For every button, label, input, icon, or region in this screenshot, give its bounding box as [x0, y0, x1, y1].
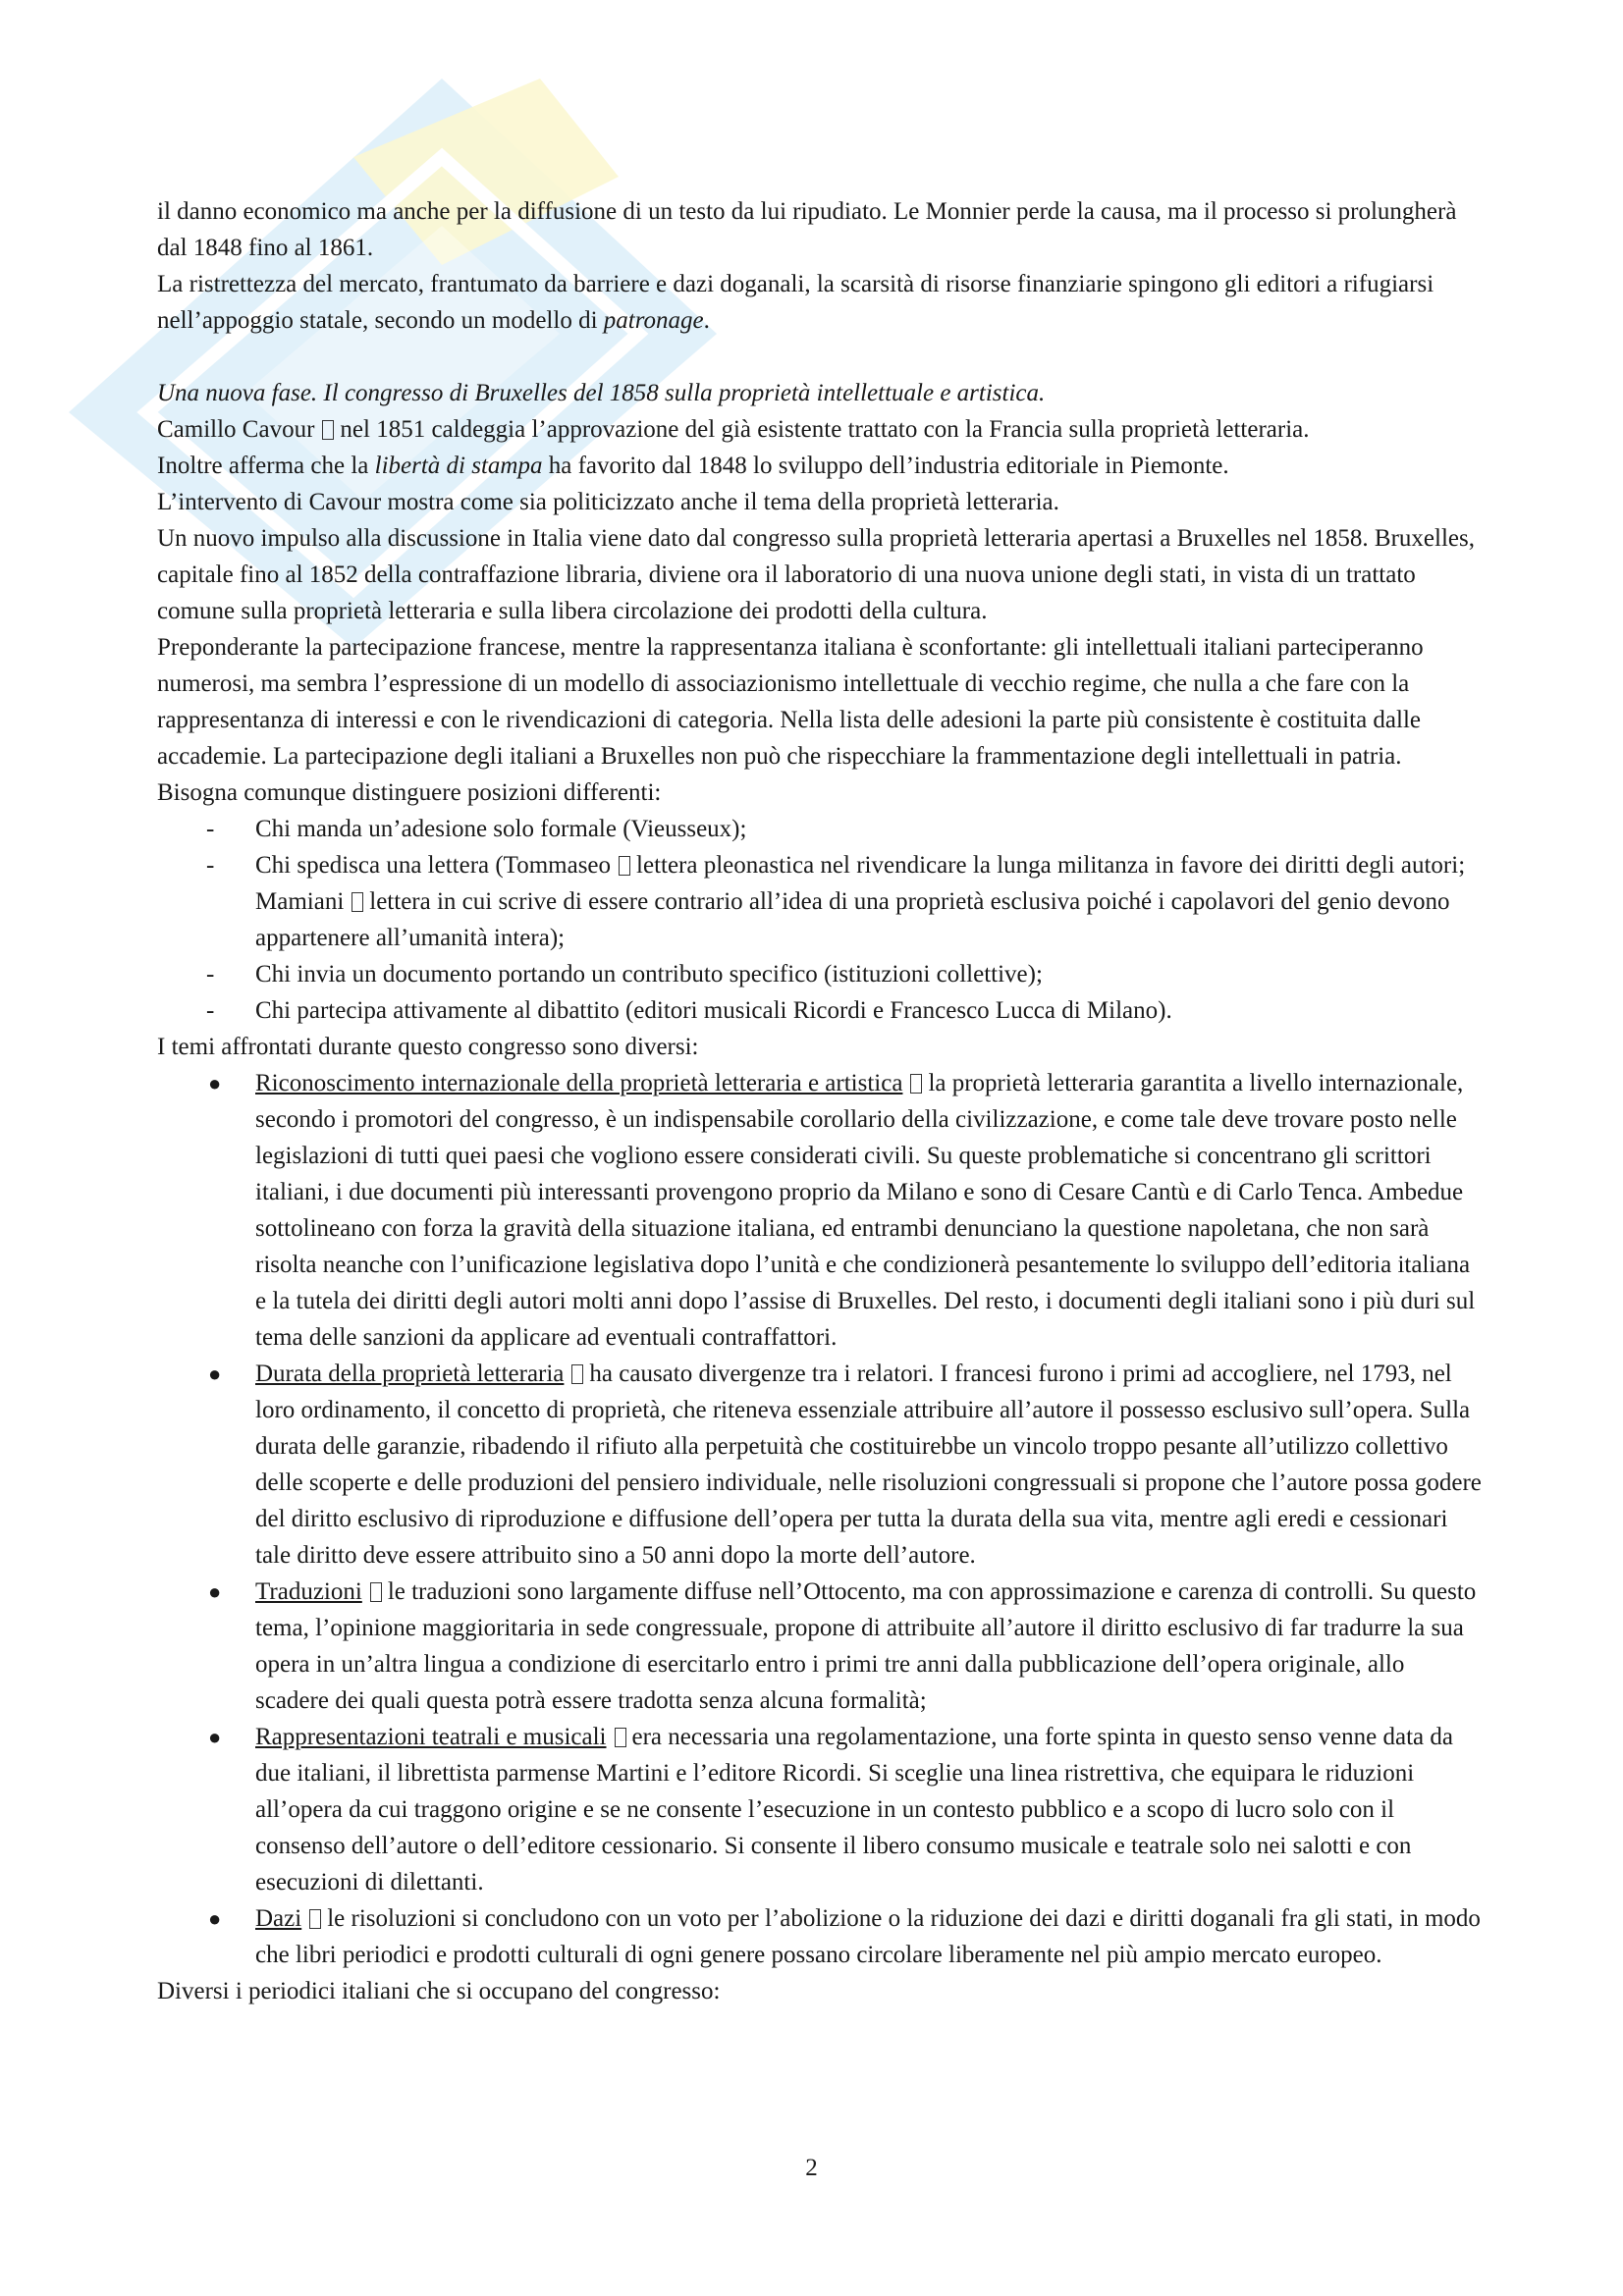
stampa-paragraph	[157, 448, 1483, 484]
topic-item-traduzioni	[157, 1574, 1483, 1719]
topic-title: Riconoscimento internazionale della proprietà letteraria e artistica	[255, 1070, 903, 1096]
section-heading	[157, 375, 1483, 411]
list-item-text: lettera pleonastica nel rivendicare la lunga militanza in favore dei diritti degli autori; Mamiani	[255, 852, 1466, 915]
topic-text: le risoluzioni si concludono con un voto per l’abolizione o la riduzione dei dazi e diritti doganali fra gli stati, in modo che libri periodici e prodotti culturali di ogni genere possano circolare liberamente nel più ampio mercato europeo.	[255, 1905, 1481, 1968]
list-item	[157, 956, 1483, 992]
topic-title: Traduzioni	[255, 1578, 362, 1605]
missing-glyph-box	[322, 420, 334, 440]
stampa-text-end: ha favorito dal 1848 lo sviluppo dell’industria editoriale in Piemonte.	[542, 453, 1229, 479]
partecipazione-paragraph: Preponderante la partecipazione francese, mentre la rappresentanza italiana è sconfortante: gli intellettuali italiani parteciperanno numerosi, ma sembra l’espressione di un modello di associazionismo intellettuale di vecchio regime, che nulla a che fare con la rappresentanza di interessi e con le rivendicazioni di categoria. Nella lista delle adesioni la parte più consistente è costituita dalle accademie. La partecipazione degli italiani a Bruxelles non può che rispecchiare la frammentazione degli intellettuali in patria. Bisogna comunque distinguere posizioni differenti:	[157, 634, 1424, 806]
topic-title: Rappresentazioni teatrali e musicali	[255, 1724, 607, 1750]
bullet-icon: ●	[208, 1906, 222, 1931]
topic-item-durata	[157, 1356, 1483, 1574]
closing-paragraph: Diversi i periodici italiani che si occupano del congresso:	[157, 1978, 721, 2004]
missing-glyph-box	[370, 1582, 382, 1602]
bullet-icon: ●	[208, 1362, 222, 1386]
topics-list	[157, 1065, 1483, 1973]
topic-title: Dazi	[255, 1905, 302, 1932]
missing-glyph-box	[619, 856, 630, 876]
intro-text-end: .	[703, 307, 710, 334]
section-heading-text: Una nuova fase. Il congresso di Bruxelles del 1858 sulla proprietà intellettuale e artistica.	[157, 380, 1046, 406]
missing-glyph-box	[571, 1364, 583, 1384]
intro-paragraph-2	[157, 266, 1483, 339]
cavour-text: nel 1851 caldeggia l’approvazione del già esistente trattato con la Francia sulla proprietà letteraria.	[340, 416, 1310, 443]
intro-paragraph-1: il danno economico ma anche per la diffusione di un testo da lui ripudiato. Le Monnier perde la causa, ma il processo si prolungherà dal 1848 fino al 1861.	[157, 198, 1457, 261]
impulso-paragraph: Un nuovo impulso alla discussione in Italia viene dato dal congresso sulla proprietà letteraria apertasi a Bruxelles nel 1858. Bruxelles, capitale fino al 1852 della contraffazione libraria, diviene ora il laboratorio di una nuova unione degli stati, in vista di un trattato comune sulla proprietà letteraria e sulla libera circolazione dei prodotti della cultura.	[157, 525, 1475, 624]
cavour-paragraph	[157, 411, 1483, 448]
topic-item-rappresentazioni	[157, 1719, 1483, 1900]
intro-text: La ristrettezza del mercato, frantumato da barriere e dazi doganali, la scarsità di risorse finanziarie spingono gli editori a rifugiarsi nell’appoggio statale, secondo un modello di	[157, 271, 1434, 334]
intro-emphasis: patronage	[603, 307, 704, 334]
bullet-icon: ●	[208, 1071, 222, 1095]
list-item-text: lettera in cui scrive di essere contrario all’idea di una proprietà esclusiva poiché i capolavori del genio devono appartenere all’umanità intera);	[255, 888, 1450, 951]
dash-marker: -	[206, 961, 215, 988]
dash-marker: -	[206, 852, 215, 879]
document-body	[157, 193, 1483, 2009]
missing-glyph-box	[352, 892, 363, 912]
topic-item-riconoscimento	[157, 1065, 1483, 1356]
topic-text: ha causato divergenze tra i relatori. I francesi furono i primi ad accogliere, nel 1793, nel loro ordinamento, il concetto di proprietà, che riteneva essenziale attribuire all’autore il possesso esclusivo sull’opera. Sulla durata delle garanzie, ribadendo il rifiuto alla perpetuità che costituirebbe un vincolo troppo pesante all’utilizzo collettivo delle scoperte e delle produzioni del pensiero individuale, nelle risoluzioni congressuali si propone che l’autore possa godere del diritto esclusivo di riproduzione e diffusione dell’opera per tutta la durata della sua vita, mentre agli eredi e cessionari tale diritto deve essere attribuito sino a 50 anni dopo la morte dell’autore.	[255, 1361, 1482, 1569]
dash-marker: -	[206, 997, 215, 1024]
topic-text: era necessaria una regolamentazione, una forte spinta in questo senso venne data da due italiani, il librettista parmense Martini e l’editore Ricordi. Si sceglie una linea ristrettiva, che equipara le riduzioni all’opera da cui traggono origine e se ne consente l’esecuzione in un contesto pubblico e a scopo di lucro solo con il consenso dell’autore o dell’editore cessionario. Si consente il libero consumo musicale e teatrale solo nei salotti e con esecuzioni di dilettanti.	[255, 1724, 1453, 1896]
list-item	[157, 992, 1483, 1029]
missing-glyph-box	[615, 1728, 626, 1747]
positions-list	[157, 811, 1483, 1029]
list-item-text: Chi partecipa attivamente al dibattito (editori musicali Ricordi e Francesco Lucca di Milano).	[255, 997, 1172, 1024]
list-item-text: Chi manda un’adesione solo formale (Vieusseux);	[255, 816, 747, 842]
missing-glyph-box	[910, 1074, 922, 1094]
intervento-paragraph: L’intervento di Cavour mostra come sia politicizzato anche il tema della proprietà letteraria.	[157, 489, 1059, 515]
missing-glyph-box	[309, 1909, 321, 1929]
page-number: 2	[805, 2155, 818, 2181]
bullet-icon: ●	[208, 1579, 222, 1604]
topic-title: Durata della proprietà letteraria	[255, 1361, 565, 1387]
list-item	[157, 847, 1483, 956]
cavour-name: Camillo Cavour	[157, 416, 315, 443]
topic-text: le traduzioni sono largamente diffuse nell’Ottocento, ma con approssimazione e carenza di controlli. Su questo tema, l’opinione maggioritaria in sede congressuale, propone di attribuite all’autore il diritto esclusivo di far tradurre la sua opera in un’altra lingua a condizione di esercitarlo entro i primi tre anni dalla pubblicazione dell’opera originale, allo scadere dei quali questa potrà essere tradotta senza alcuna formalità;	[255, 1578, 1477, 1714]
stampa-text: Inoltre afferma che la	[157, 453, 375, 479]
stampa-emphasis: libertà di stampa	[374, 453, 543, 479]
topics-intro: I temi affrontati durante questo congresso sono diversi:	[157, 1034, 699, 1060]
bullet-icon: ●	[208, 1725, 222, 1749]
list-item	[157, 811, 1483, 847]
topic-text: la proprietà letteraria garantita a livello internazionale, secondo i promotori del congresso, è un indispensabile corollario della civilizzazione, e come tale deve trovare posto nelle legislazioni di tutti quei paesi che vogliono essere considerati civili. Su queste problematiche si concentrano gli scrittori italiani, i due documenti più interessanti provengono proprio da Milano e sono di Cesare Cantù e di Carlo Tenca. Ambedue sottolineano con forza la gravità della situazione italiana, ed entrambi denunciano la questione napoletana, che non sarà risolta neanche con l’unificazione legislativa dopo l’unità e che condizionerà pesantemente lo sviluppo dell’editoria italiana e la tutela dei diritti degli autori molti anni dopo l’assise di Bruxelles. Del resto, i documenti degli italiani sono i più duri sul tema delle sanzioni da applicare ad eventuali contraffattori.	[255, 1070, 1476, 1351]
list-item-text: Chi invia un documento portando un contributo specifico (istituzioni collettive);	[255, 961, 1043, 988]
dash-marker: -	[206, 816, 215, 842]
list-item-text: Chi spedisca una lettera (Tommaseo	[255, 852, 612, 879]
topic-item-dazi	[157, 1900, 1483, 1973]
